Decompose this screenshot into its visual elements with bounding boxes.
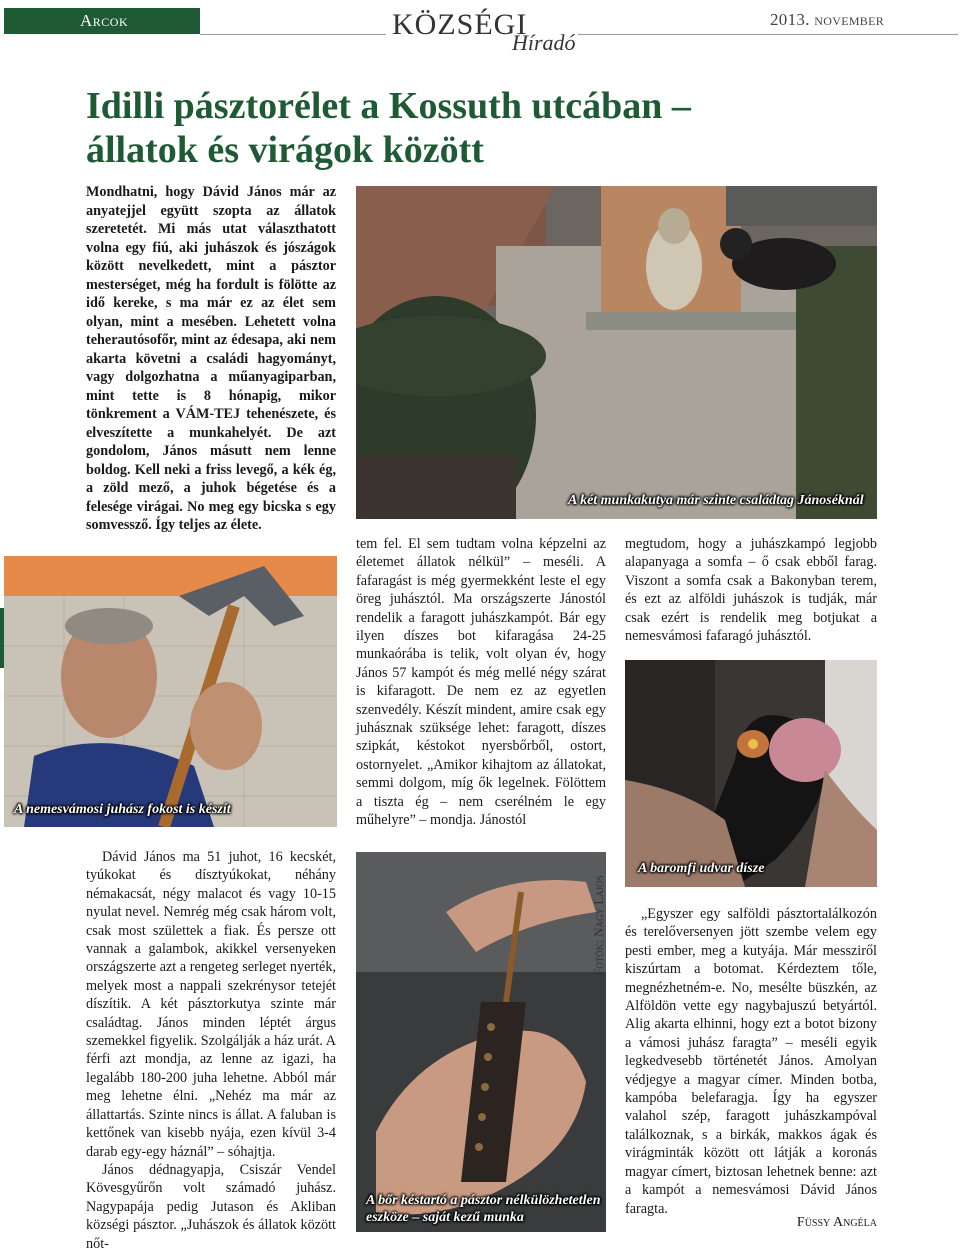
header-rule-left [200,34,386,35]
knife-holder-caption [366,1192,606,1226]
article-byline: Füssy Angéla [796,1215,877,1230]
section-tab: Arcok [4,8,200,34]
dogs-photo [356,186,877,519]
hammer-photo-illustration [4,556,337,827]
rooster-caption: A baromfi udvar dísze [638,861,765,876]
hammer-photo [4,556,337,827]
article-lead: Mondhatni, hogy Dávid János már az anyatejjel együtt szopta az állatok szeretetét. Mi más utat választhatott volna egy fiú, aki juhászok és jószágok között nevelkedett, mint a pásztor mesterséget, még ha fordult is fölötte az idő kereke, s ma már ez az élet sem olyan, mint a mesében. Lehetett volna teherautósofőr, mint az édesapa, aki nem akarta követni a családi hagyományt, vagy dolgozhatna a műanyagiparban, mint tette is 8 hónapig, mikor tönkrement a VÁM-TEJ tehenészete, és elveszítette a munkahelyét. De azt gondolom, János másutt nem lenne boldog. Kell neki a friss levegő, a kék ég, a zöld mező, a juhok bégetése és a felesége virágai. No meg egy bicska s egy somvessző. Így teljes az élete. [86,184,336,533]
issue-date: 2013. november [770,10,885,29]
title-line-2: állatok és virágok között [86,129,484,171]
article-column-1b [86,848,336,1253]
photo-credit-text: Fotók: Nagy Lajos [591,875,606,976]
article-column-3a [625,535,877,645]
column-1b-paragraph-2: János dédnagyapja, Csiszár Vendel Kövesgyűrőn volt számadó juhász. Nagypapája pedig Jutason és Akliban községi pásztor. „Juhászok és állatok között nőt- [86,1161,336,1252]
article-column-2a [356,535,606,830]
photo-credit [567,864,607,984]
dogs-caption: A két munkakutya már szinte családtag Jánoséknál [568,493,864,508]
rooster-photo-illustration [625,660,877,887]
article-column-3b [625,905,877,1218]
masthead-subtitle: Híradó [512,30,576,55]
knife-caption-line-1: A bőr késtartó a pásztor nélkülözhetetlen [366,1193,601,1208]
title-line-1: Idilli pásztorélet a Kossuth utcában – [86,85,691,127]
dogs-photo-illustration [356,186,877,519]
masthead-title: KÖZSÉGI [392,8,528,41]
rooster-photo [625,660,877,887]
hammer-caption: A nemesvámosi juhász fokost is készít [14,802,231,817]
column-1b-paragraph-1: Dávid János ma 51 juhot, 16 kecskét, tyúkokat és dísztyúkokat, néhány némakacsát, négy malacot és vagy 10-15 nyulat nevel. Nemrég még csak három volt, csak most születtek a fiak. És persze ott vannak a galambok, akikkel versenyeken országszerte azt a rengeteg serleget nyerték, melyek most a nappali szekrénysor tetejét díszítik. A két pásztorkutya szinte már családtag. János minden léptét árgus szemekkel figyelik. Szolgálják a ház urát. A férfi azt mondja, az lenne az igazi, ha legalább 180-200 juha lehetne. Abból már meg lehetne élni. „Nehéz ma már az állattartás. Szinte nincs is állat. A faluban is kettőnek van kisebb nyája, ezen kívül 3-4 darab egy-egy háznál” – sóhajtja. [86,849,336,1160]
column-3a-text: megtudom, hogy a juhászkampó legjobb alapanyaga a somfa – ő csak ebből farag. Viszont a somfa csak a Bakonyban terem, és ezt az alföldi juhászok is tudják, már csak ezért is rendelik meg botjukat a nemesvámosi fafaragó juhásztól. [625,536,877,645]
column-3b-text: „Egyszer egy salföldi pásztortalálkozón és terelőversenyen jött szembe velem egy pesti ember, meg a kutyája. Már messziről kiszúrtam a botomat. Kérdeztem tőle, megnézhetném-e. No, mesélte büszkén, az Alföldön vette egy nagybajuszú betyártól. Alig akarta elhinni, hogy ezt a botot bizony a vámosi juhász faragta” – meséli egyik legkedvesebb történetét János. Amolyan védjegye a magyar címer. Minden botba, kampóba belefaragja. Így ha egyszer valahol szép, faragott juhászkampóval találkoznak, s a birkák, makkos ágak és virágminták között ott látják a koronás magyar címert, biztosan lehetnek benne: azt a kampót a nemesvámosi Dávid János faragta. [625,906,877,1217]
knife-caption-line-2: eszköze – saját kezű munka [366,1210,524,1225]
column-2a-text: tem fel. El sem tudtam volna képzelni az életemet állatok nélkül” – meséli. A fafaragást is még gyermekként leste el egy öreg juhásztól. Ma országszerte Jánostól rendelik a faragott juhászkampót. Bár egy ilyen díszes bot kifaragása 24-25 munkaórába is telik, volt olyan év, hogy János 57 kampót és még mellé négy szárat is kifaragott. De nem ez az egyetlen szenvedély. Készít mindent, amire csak egy juhásznak szüksége lehet: faragott, díszes szipkát, késtokot nyersbőrből, ostort, ostornyelet. „Amikor kihajtom az állatokat, semmi dolgom, míg ők legelnek. Fölöttem a tiszta ég – nem cserélném le egy műhelyre” – mondja. Jánostól [356,536,606,829]
header-rule-right [578,34,958,35]
article-title [86,84,726,172]
